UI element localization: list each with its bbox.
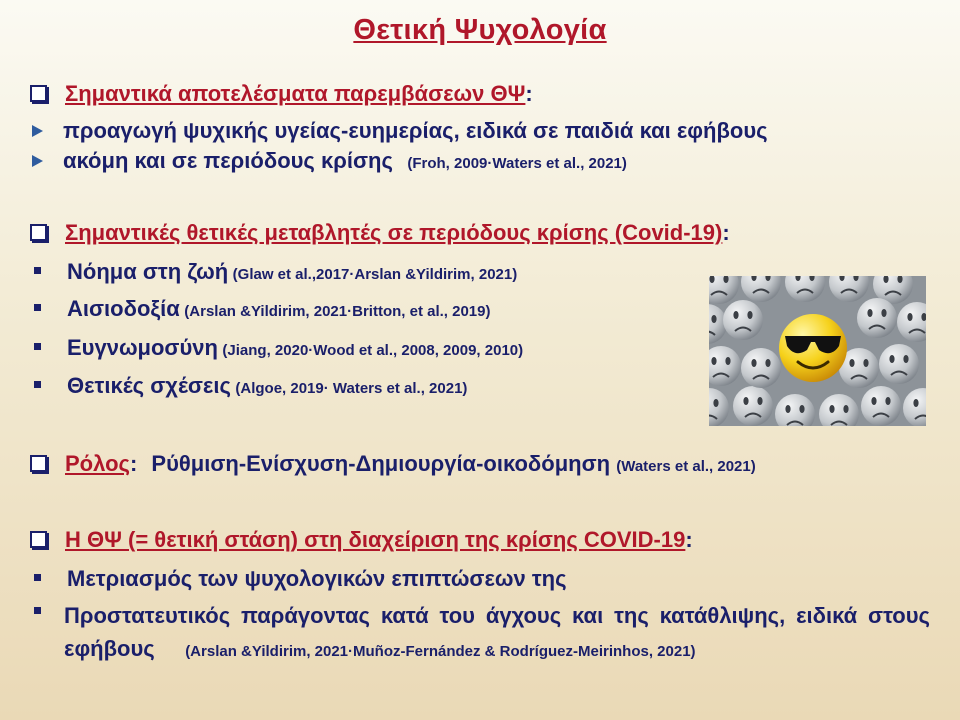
checkbox-bullet-icon (30, 455, 47, 472)
section4-item-1 (30, 566, 567, 592)
checkbox-bullet-icon (30, 224, 47, 241)
section2-item-1 (30, 259, 517, 285)
arrow-bullet-icon (32, 125, 43, 137)
section2-item-3-text: Ευγνωμοσύνη (67, 335, 218, 360)
square-bullet-icon (34, 343, 41, 350)
section2-item-2-text: Αισιοδοξία (67, 296, 180, 321)
square-bullet-icon (34, 574, 41, 581)
section2-item-2 (30, 296, 491, 322)
section4-item-1-text: Μετριασμός των ψυχολογικών επιπτώσεων της (67, 566, 567, 591)
section2-heading (30, 220, 730, 246)
page-title: Θετική Ψυχολογία (353, 14, 607, 46)
role-label: Ρόλος (65, 451, 130, 476)
role-citation: (Waters et al., 2021) (616, 458, 756, 475)
section2-item-2-citation: (Arslan &Yildirim, 2021·Britton, et al., 2019) (184, 303, 491, 320)
section4-colon: : (685, 527, 693, 552)
section2-item-4 (30, 373, 467, 399)
section3-role (30, 451, 756, 477)
square-bullet-icon (34, 607, 41, 614)
role-text: Ρύθμιση-Ενίσχυση-Δημιουργία-οικοδόμηση (151, 451, 611, 476)
smiley-crowd-icon (709, 276, 926, 426)
section1-item-2-citation: (Froh, 2009·Waters et al., 2021) (407, 155, 627, 172)
section1-item-1 (30, 118, 768, 144)
section4-item-2-bullet (30, 606, 67, 624)
section1-item-2 (30, 148, 627, 174)
section1-heading-text: Σημαντικά αποτελέσματα παρεμβάσεων ΘΨ (65, 81, 526, 106)
section1-item-2-text: ακόμη και σε περιόδους κρίσης (63, 148, 393, 173)
section2-item-3-citation: (Jiang, 2020·Wood et al., 2008, 2009, 2010) (222, 342, 524, 359)
section2-item-1-text: Νόημα στη ζωή (67, 259, 229, 284)
section2-item-1-citation: (Glaw et al.,2017·Arslan &Yildirim, 2021) (232, 266, 518, 283)
section4-heading-text: Η ΘΨ (= θετική στάση) στη διαχείριση της κρίσης COVID-19 (65, 527, 686, 552)
section1-heading (30, 81, 533, 107)
square-bullet-icon (34, 267, 41, 274)
section4-heading (30, 527, 693, 553)
section2-heading-text: Σημαντικές θετικές μεταβλητές σε περιόδους κρίσης (Covid-19) (65, 220, 723, 245)
section4-item-2-citation: (Arslan &Yildirim, 2021·Muñoz-Fernández & Rodríguez-Meirinhos, 2021) (185, 643, 696, 660)
section4-item-2-text: Προστατευτικός παράγοντας κατά του άγχους και της κατάθλιψης, ειδικά στους εφήβους (64, 603, 930, 661)
square-bullet-icon (34, 304, 41, 311)
section2-colon: : (722, 220, 730, 245)
section4-item-2 (64, 601, 930, 667)
section2-item-4-citation: (Algoe, 2019· Waters et al., 2021) (235, 380, 468, 397)
square-bullet-icon (34, 381, 41, 388)
section2-item-3 (30, 335, 523, 361)
role-colon: : (129, 451, 138, 476)
checkbox-bullet-icon (30, 531, 47, 548)
arrow-bullet-icon (32, 155, 43, 167)
section2-item-4-text: Θετικές σχέσεις (67, 373, 231, 398)
section1-colon: : (525, 81, 533, 106)
section1-item-1-text: προαγωγή ψυχικής υγείας-ευημερίας, ειδικά σε παιδιά και εφήβους (63, 118, 768, 143)
checkbox-bullet-icon (30, 85, 47, 102)
